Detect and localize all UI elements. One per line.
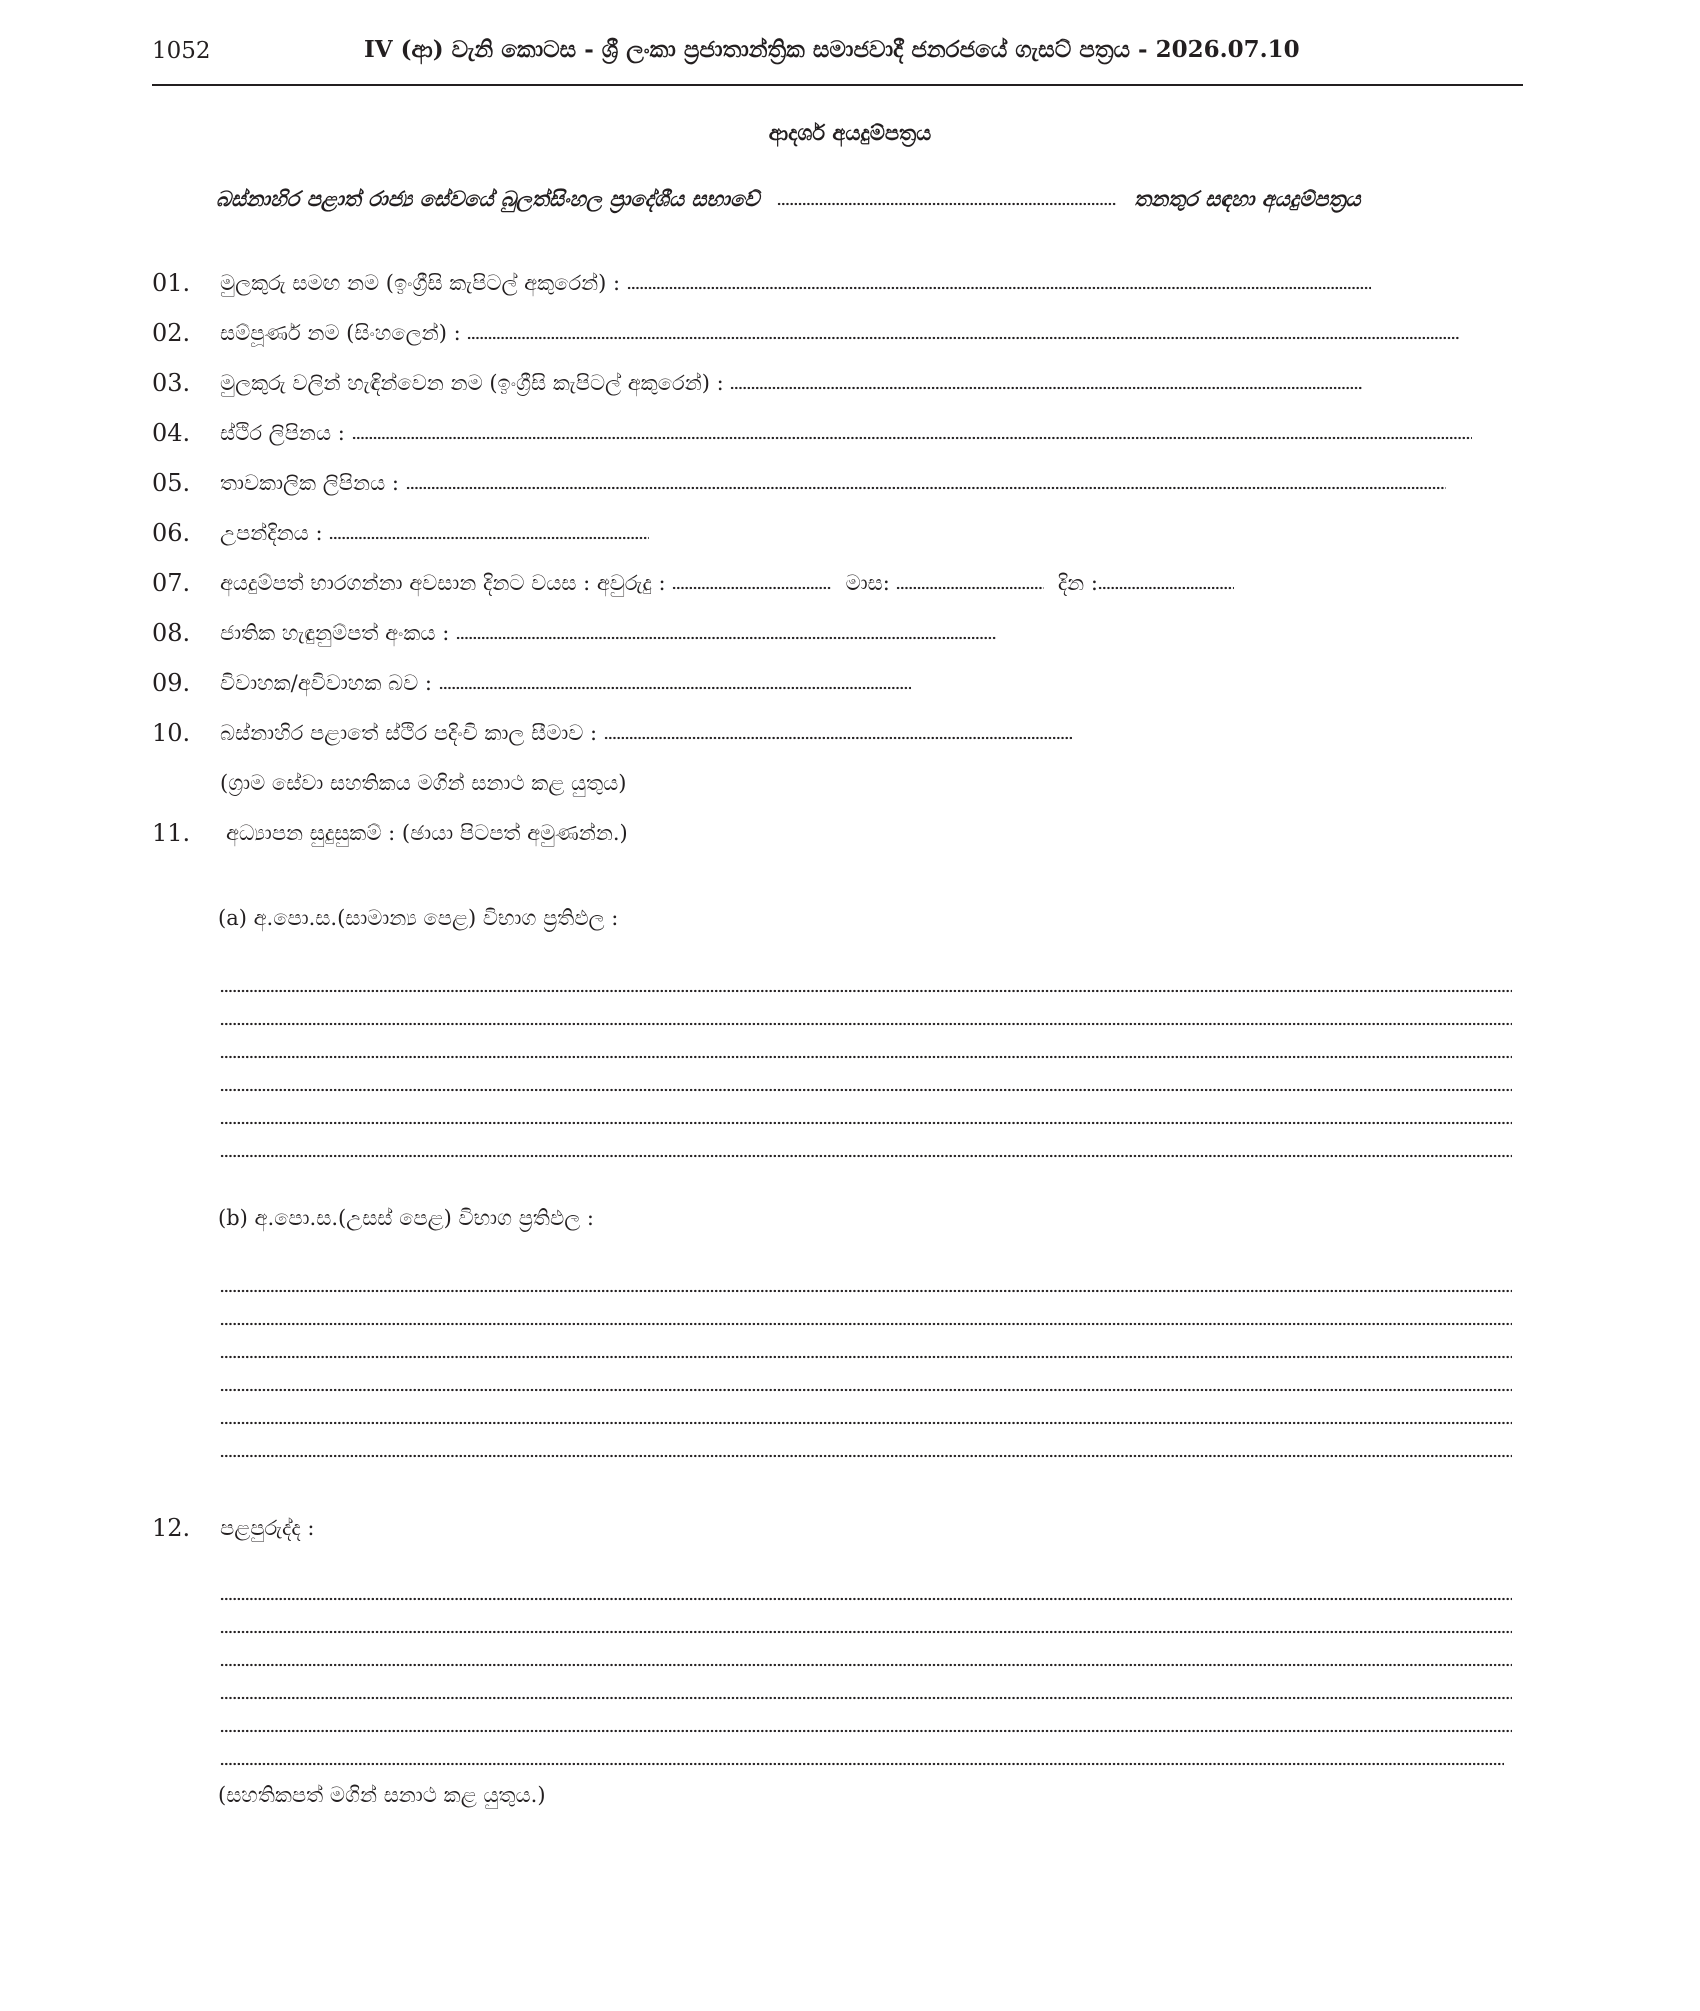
subtitle-after: තනතුර සඳහා අයදුම්පත්‍රය [1134,186,1361,211]
experience-line[interactable] [220,1662,1512,1668]
experience-line[interactable] [220,1728,1512,1734]
age-months-blank[interactable] [896,570,1044,590]
field-row-07 [0,568,1700,608]
field-label: විවාහක/අවිවාහක බව : [220,668,911,698]
ol-results-line[interactable] [220,1120,1512,1126]
page-number: 1052 [152,38,211,64]
field-row-11 [0,818,1700,858]
form-title: ආදර්ශ අයදුම්පත්‍රය [768,120,932,145]
field-label: මුලකුරු සමඟ නම (ඉංග්‍රීසි කැපිටල් අකුරෙන්) : [220,268,1371,298]
al-results-line[interactable] [220,1453,1512,1459]
field-row-12 [0,1513,1700,1553]
date-of-birth-blank[interactable] [329,520,649,540]
field-number: 08. [152,619,191,647]
ol-results-line[interactable] [220,1021,1512,1027]
field-number: 09. [152,669,191,697]
field-number: 05. [152,469,191,497]
field-number: 04. [152,419,191,447]
field-row-06 [0,518,1700,558]
age-days-blank[interactable] [1098,570,1234,590]
subtitle-before: බස්නාහිර පළාත් රාජ්‍ය සේවයේ බුලත්සිංහල ප්‍රාදේශීය සභාවේ [216,186,760,211]
temporary-address-blank[interactable] [406,470,1446,490]
civil-status-blank[interactable] [439,670,911,690]
field-number: 03. [152,369,191,397]
field-number: 11. [152,819,191,847]
field-number: 12. [152,1514,191,1542]
ol-results-line[interactable] [220,1087,1512,1093]
al-results-line[interactable] [220,1420,1512,1426]
experience-line[interactable] [220,1761,1504,1767]
field-label: අධ්‍යාපන සුදුසුකම් : (ඡායා පිටපත් අමුණන්න.) [226,821,628,845]
experience-note: (සහතිකපත් මගින් සනාථ කළ යුතුය.) [218,1783,546,1807]
day-label: දින : [1057,571,1098,595]
al-results-line[interactable] [220,1288,1512,1294]
al-results-line[interactable] [220,1321,1512,1327]
field-row-03 [0,368,1700,408]
month-label: මාස: [845,571,890,595]
field-label: ස්ථිර ලිපිනය : [220,418,1472,448]
gazette-header-title: IV (ආ) වැනි කොටස - ශ්‍රී ලංකා ප්‍රජාතාන්ත්‍රික සමාජවාදී ජනරජයේ ගැසට් පත්‍රය - 2026.07.10 [364,36,1300,63]
field-number: 07. [152,569,191,597]
al-results-label: (b) අ.පො.ස.(උසස් පෙළ) විභාග ප්‍රතිඵල : [218,1206,594,1230]
field-row-09 [0,668,1700,708]
field-row-08 [0,618,1700,658]
al-results-line[interactable] [220,1387,1512,1393]
field-label: තාවකාලික ලිපිනය : [220,468,1446,498]
field-number: 01. [152,269,191,297]
ol-results-line[interactable] [220,1054,1512,1060]
field-label: සම්පූර්ණ නම (සිංහලෙන්) : [220,318,1459,348]
field-row-04 [0,418,1700,458]
field-number: 06. [152,519,191,547]
header-divider [152,84,1523,86]
permanent-address-blank[interactable] [352,420,1472,440]
field-label: උපන්දිනය : [220,518,649,548]
residence-note: (ග්‍රාම සේවා සහතිකය මගින් සනාථ කළ යුතුය) [220,771,627,795]
ol-results-line[interactable] [220,1153,1512,1159]
al-results-line[interactable] [220,1354,1512,1360]
field-number: 10. [152,719,191,747]
field-row-05 [0,468,1700,508]
name-with-initials-blank[interactable] [627,270,1371,290]
field-label: මුලකුරු වලින් හැඳින්වෙන නම (ඉංග්‍රීසි කැපිටල් අකුරෙන්) : [220,368,1362,398]
ol-results-line[interactable] [220,988,1512,994]
field-number: 02. [152,319,191,347]
field-row-10 [0,718,1700,758]
full-name-blank[interactable] [467,320,1459,340]
experience-line[interactable] [220,1695,1512,1701]
nic-number-blank[interactable] [456,620,996,640]
field-label: අයදුම්පත් භාරගන්නා අවසාන දිනට වයස : අවුරුදු : මාස: දින : [220,568,1234,598]
experience-line[interactable] [220,1629,1512,1635]
age-years-blank[interactable] [672,570,832,590]
ol-results-label: (a) අ.පො.ස.(සාමාන්‍ය පෙළ) විභාග ප්‍රතිඵල : [218,906,619,930]
form-subtitle [216,186,1361,212]
post-name-blank[interactable] [777,186,1117,206]
field-label: පළපුරුද්ද : [220,1516,315,1540]
name-denoted-by-initials-blank[interactable] [730,370,1362,390]
field-label: ජාතික හැඳුනුම්පත් අංකය : [220,618,996,648]
residence-period-blank[interactable] [604,720,1072,740]
field-row-02 [0,318,1700,358]
field-row-01 [0,268,1700,308]
experience-line[interactable] [220,1596,1512,1602]
field-label: බස්නාහිර පළාතේ ස්ථිර පදිංචි කාල සීමාව : [220,718,1072,748]
